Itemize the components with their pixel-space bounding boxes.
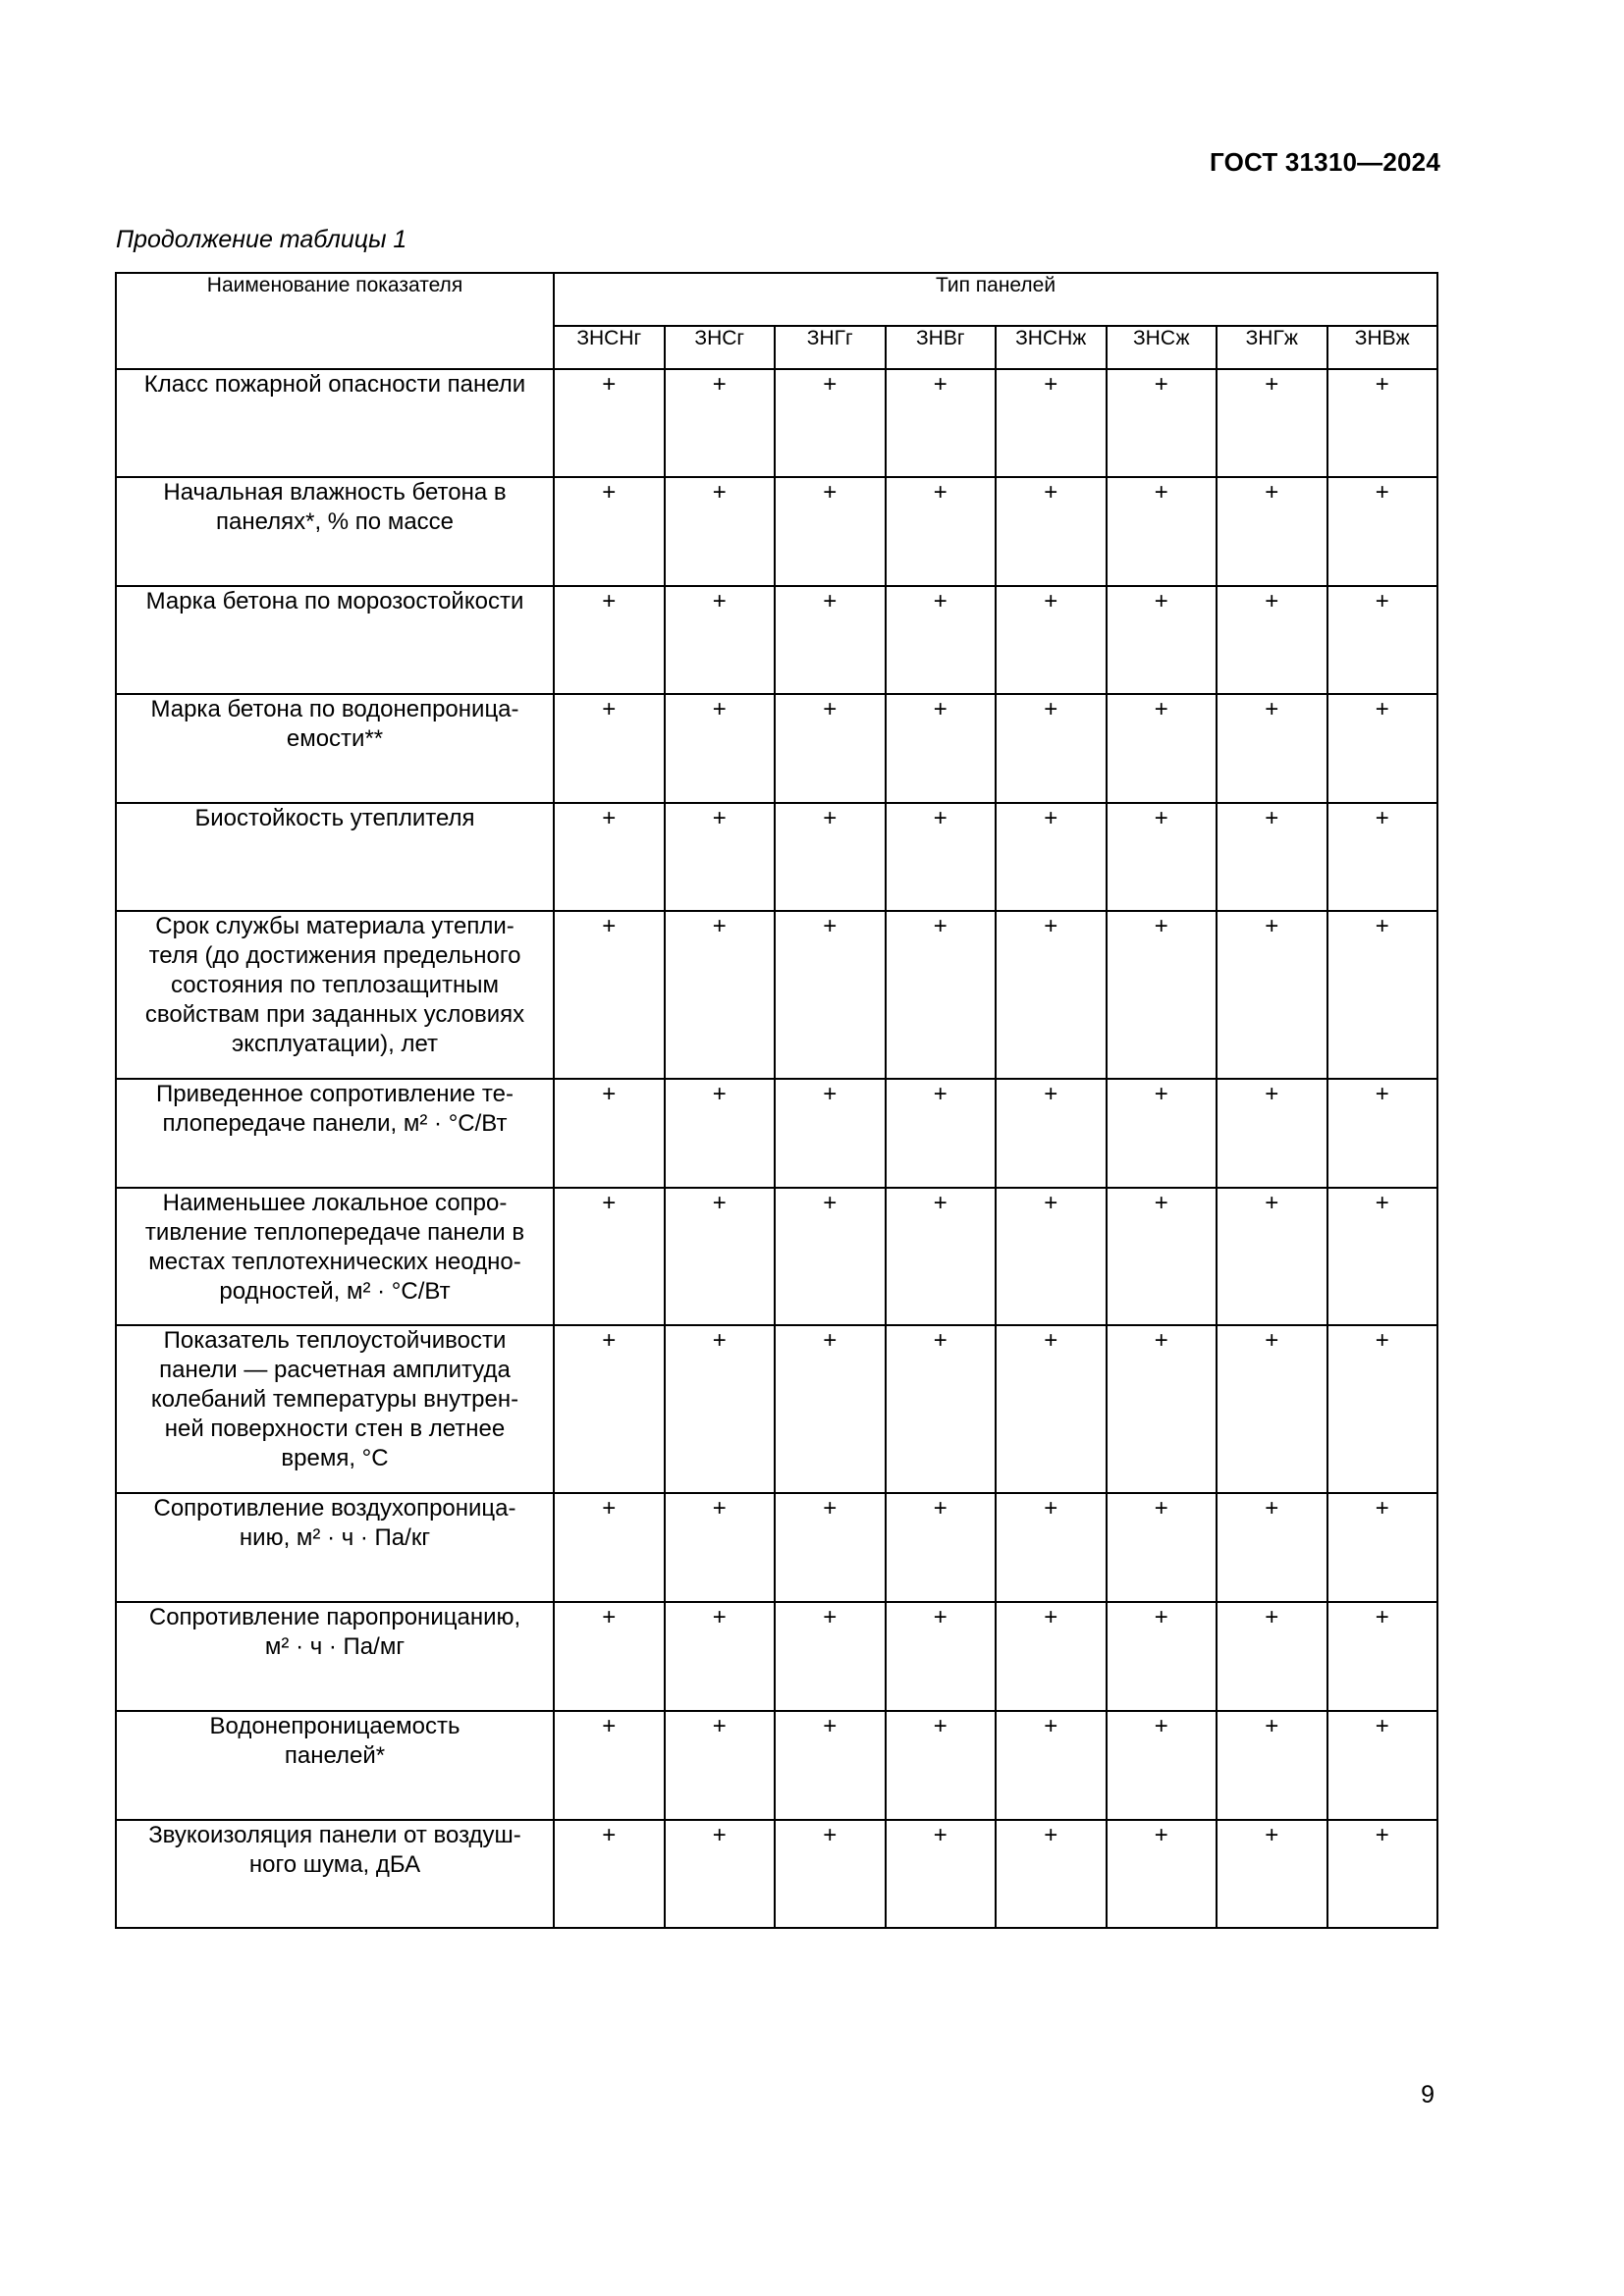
indicator-value-cell: +	[665, 369, 776, 477]
indicator-name-cell	[116, 1325, 554, 1493]
indicator-value-cell: +	[886, 477, 997, 586]
indicator-value-cell: +	[775, 803, 886, 911]
indicator-value-cell: +	[775, 1820, 886, 1928]
indicator-value-cell: +	[996, 911, 1107, 1079]
document-code: ГОСТ 31310—2024	[1210, 147, 1440, 177]
indicator-value-cell: +	[665, 1079, 776, 1188]
panel-type-header: ЗНВж	[1327, 326, 1438, 369]
indicator-value-cell: +	[665, 586, 776, 694]
indicator-value-cell: +	[1107, 803, 1218, 911]
indicator-value-cell: +	[665, 1602, 776, 1711]
indicator-value-cell: +	[775, 1711, 886, 1820]
indicator-name-line: Марка бетона по водонепроница-	[150, 696, 519, 722]
indicator-value-cell: +	[1217, 1493, 1327, 1602]
indicator-value-cell: +	[996, 1079, 1107, 1188]
indicator-value-cell: +	[554, 1711, 665, 1820]
indicator-value-cell: +	[775, 1602, 886, 1711]
indicator-value-cell: +	[665, 694, 776, 803]
indicator-value-cell: +	[1327, 477, 1438, 586]
indicator-value-cell: +	[886, 803, 997, 911]
indicator-name-line: теля (до достижения предельного	[148, 942, 521, 969]
indicator-value-cell: +	[886, 1325, 997, 1493]
indicator-value-cell: +	[886, 1079, 997, 1188]
indicator-value-cell: +	[1107, 1493, 1218, 1602]
indicator-value-cell: +	[996, 1711, 1107, 1820]
indicator-value-cell: +	[996, 1188, 1107, 1325]
indicator-name-line: ного шума, дБА	[248, 1851, 421, 1878]
indicator-name-cell	[116, 369, 554, 477]
indicator-value-cell: +	[1107, 1711, 1218, 1820]
indicator-name-line: Биостойкость утеплителя	[194, 805, 475, 831]
indicator-name-line: панели — расчетная амплитуда	[159, 1357, 511, 1383]
indicator-value-cell: +	[665, 1711, 776, 1820]
indicator-value-cell: +	[1327, 1079, 1438, 1188]
indicator-value-cell: +	[775, 1493, 886, 1602]
indicator-name-cell	[116, 803, 554, 911]
table-row	[116, 1079, 1437, 1188]
indicator-value-cell: +	[886, 1188, 997, 1325]
indicator-value-cell: +	[886, 694, 997, 803]
indicator-value-cell: +	[554, 803, 665, 911]
table-row	[116, 694, 1437, 803]
indicator-name-cell	[116, 911, 554, 1079]
indicator-value-cell: +	[1217, 911, 1327, 1079]
indicator-value-cell: +	[1327, 803, 1438, 911]
indicator-value-cell: +	[1107, 369, 1218, 477]
indicator-value-cell: +	[886, 1602, 997, 1711]
indicator-value-cell: +	[996, 369, 1107, 477]
column-header-panel-type: Тип панелей	[554, 273, 1437, 326]
indicator-name-line: Начальная влажность бетона в	[163, 479, 507, 506]
indicator-value-cell: +	[554, 586, 665, 694]
indicator-value-cell: +	[665, 911, 776, 1079]
indicator-name-line: панелях*, % по массе	[215, 508, 455, 535]
indicator-value-cell: +	[886, 911, 997, 1079]
table-row	[116, 369, 1437, 477]
indicator-value-cell: +	[775, 369, 886, 477]
indicator-name-cell	[116, 694, 554, 803]
table-row	[116, 586, 1437, 694]
indicator-value-cell: +	[996, 1820, 1107, 1928]
indicator-name-line: Наименьшее локальное сопро-	[162, 1190, 508, 1216]
indicator-name-line: родностей, м² · °С/Вт	[219, 1278, 451, 1305]
indicator-value-cell: +	[996, 803, 1107, 911]
panel-type-header: ЗНГг	[775, 326, 886, 369]
indicator-name-cell	[116, 1493, 554, 1602]
table-row	[116, 1820, 1437, 1928]
indicator-value-cell: +	[1217, 1079, 1327, 1188]
table-row	[116, 1325, 1437, 1493]
indicator-name-line: эксплуатации), лет	[231, 1031, 439, 1057]
indicator-name-line: нию, м² · ч · Па/кг	[239, 1524, 431, 1551]
table-row	[116, 1602, 1437, 1711]
panel-type-header: ЗНСНг	[554, 326, 665, 369]
indicator-name-line: Класс пожарной опасности панели	[143, 371, 526, 398]
indicator-name-line: емости**	[286, 725, 384, 752]
indicator-value-cell: +	[775, 1079, 886, 1188]
indicator-value-cell: +	[1217, 1602, 1327, 1711]
indicator-value-cell: +	[996, 1602, 1107, 1711]
indicator-value-cell: +	[886, 586, 997, 694]
panel-type-header: ЗНСНж	[996, 326, 1107, 369]
indicator-value-cell: +	[1327, 1188, 1438, 1325]
indicator-value-cell: +	[996, 1325, 1107, 1493]
panel-type-header: ЗНСж	[1107, 326, 1218, 369]
indicator-name-line: Приведенное сопротивление те-	[156, 1081, 514, 1107]
indicator-value-cell: +	[775, 911, 886, 1079]
indicator-value-cell: +	[1327, 911, 1438, 1079]
indicator-name-cell	[116, 1602, 554, 1711]
indicator-value-cell: +	[996, 694, 1107, 803]
indicator-name-line: состояния по теплозащитным	[171, 972, 499, 998]
indicator-name-cell	[116, 1711, 554, 1820]
indicator-name-line: Сопротивление паропроницанию,	[148, 1604, 521, 1630]
indicator-value-cell: +	[1107, 911, 1218, 1079]
indicator-value-cell: +	[554, 1325, 665, 1493]
indicator-value-cell: +	[1107, 586, 1218, 694]
indicator-value-cell: +	[1217, 1188, 1327, 1325]
indicator-name-line: Звукоизоляция панели от воздуш-	[148, 1822, 521, 1848]
indicator-name-line: местах теплотехнических неодно-	[148, 1249, 521, 1275]
indicator-value-cell: +	[886, 1820, 997, 1928]
indicator-name-line: плопередаче панели, м² · °С/Вт	[162, 1110, 508, 1137]
indicator-value-cell: +	[554, 1820, 665, 1928]
indicator-name-line: м² · ч · Па/мг	[264, 1633, 406, 1660]
indicator-value-cell: +	[554, 369, 665, 477]
page-number: 9	[1421, 2081, 1435, 2109]
table-row	[116, 1188, 1437, 1325]
indicator-value-cell: +	[554, 694, 665, 803]
indicator-value-cell: +	[1217, 1711, 1327, 1820]
indicator-value-cell: +	[1327, 1493, 1438, 1602]
indicator-value-cell: +	[1327, 694, 1438, 803]
indicator-name-line: Марка бетона по морозостойкости	[145, 588, 524, 614]
panel-type-header: ЗНСг	[665, 326, 776, 369]
indicator-value-cell: +	[1107, 1079, 1218, 1188]
indicator-name-line: Водонепроницаемость	[209, 1713, 460, 1739]
indicator-value-cell: +	[996, 477, 1107, 586]
indicator-value-cell: +	[1327, 1711, 1438, 1820]
indicator-value-cell: +	[886, 1493, 997, 1602]
table-row	[116, 1493, 1437, 1602]
indicator-value-cell: +	[1327, 1602, 1438, 1711]
indicator-value-cell: +	[1217, 1820, 1327, 1928]
indicator-name-line: панелей*	[284, 1742, 386, 1769]
indicator-value-cell: +	[775, 1188, 886, 1325]
indicator-value-cell: +	[1107, 477, 1218, 586]
indicator-value-cell: +	[665, 1493, 776, 1602]
indicator-value-cell: +	[1217, 369, 1327, 477]
indicator-name-line: тивление теплопередаче панели в	[144, 1219, 525, 1246]
indicator-name-cell	[116, 1079, 554, 1188]
table-row	[116, 477, 1437, 586]
indicator-value-cell: +	[1327, 369, 1438, 477]
indicators-table	[115, 272, 1438, 1929]
table-row	[116, 803, 1437, 911]
table-row	[116, 911, 1437, 1079]
indicator-value-cell: +	[554, 477, 665, 586]
indicator-value-cell: +	[554, 1188, 665, 1325]
indicator-value-cell: +	[1217, 1325, 1327, 1493]
table-caption: Продолжение таблицы 1	[116, 226, 407, 253]
indicator-value-cell: +	[1217, 803, 1327, 911]
indicator-value-cell: +	[775, 477, 886, 586]
indicator-value-cell: +	[775, 1325, 886, 1493]
indicator-value-cell: +	[665, 1188, 776, 1325]
indicator-value-cell: +	[775, 586, 886, 694]
indicator-value-cell: +	[1327, 586, 1438, 694]
table-row	[116, 1711, 1437, 1820]
indicator-value-cell: +	[996, 586, 1107, 694]
indicator-value-cell: +	[665, 477, 776, 586]
indicator-value-cell: +	[886, 1711, 997, 1820]
indicator-value-cell: +	[1327, 1325, 1438, 1493]
table-body	[116, 369, 1437, 1928]
indicator-name-line: Показатель теплоустойчивости	[163, 1327, 507, 1354]
indicator-name-line: Сопротивление воздухопроница-	[153, 1495, 516, 1522]
indicator-name-line: Срок службы материала утепли-	[155, 913, 514, 939]
indicator-value-cell: +	[554, 1602, 665, 1711]
indicator-value-cell: +	[1217, 586, 1327, 694]
indicator-value-cell: +	[1327, 1820, 1438, 1928]
indicator-name-line: свойствам при заданных условиях	[144, 1001, 525, 1028]
indicator-name-line: время, °С	[281, 1445, 389, 1471]
indicator-value-cell: +	[1217, 477, 1327, 586]
indicator-value-cell: +	[1107, 1820, 1218, 1928]
panel-type-header: ЗНГж	[1217, 326, 1327, 369]
indicator-value-cell: +	[1107, 1602, 1218, 1711]
indicator-value-cell: +	[886, 369, 997, 477]
indicator-value-cell: +	[1107, 1188, 1218, 1325]
indicator-name-cell	[116, 1820, 554, 1928]
indicator-value-cell: +	[665, 1820, 776, 1928]
indicator-value-cell: +	[996, 1493, 1107, 1602]
indicator-value-cell: +	[1107, 1325, 1218, 1493]
indicator-value-cell: +	[554, 1493, 665, 1602]
indicator-name-line: ней поверхности стен в летнее	[164, 1415, 506, 1442]
indicator-value-cell: +	[554, 911, 665, 1079]
indicator-name-cell	[116, 477, 554, 586]
indicator-name-line: колебаний температуры внутрен-	[150, 1386, 519, 1413]
indicator-value-cell: +	[665, 1325, 776, 1493]
panel-type-header: ЗНВг	[886, 326, 997, 369]
indicator-value-cell: +	[1107, 694, 1218, 803]
indicator-value-cell: +	[554, 1079, 665, 1188]
indicator-value-cell: +	[775, 694, 886, 803]
indicator-name-cell	[116, 1188, 554, 1325]
indicator-value-cell: +	[665, 803, 776, 911]
column-header-name: Наименование показателя	[116, 273, 554, 369]
indicator-value-cell: +	[1217, 694, 1327, 803]
indicator-name-cell	[116, 586, 554, 694]
